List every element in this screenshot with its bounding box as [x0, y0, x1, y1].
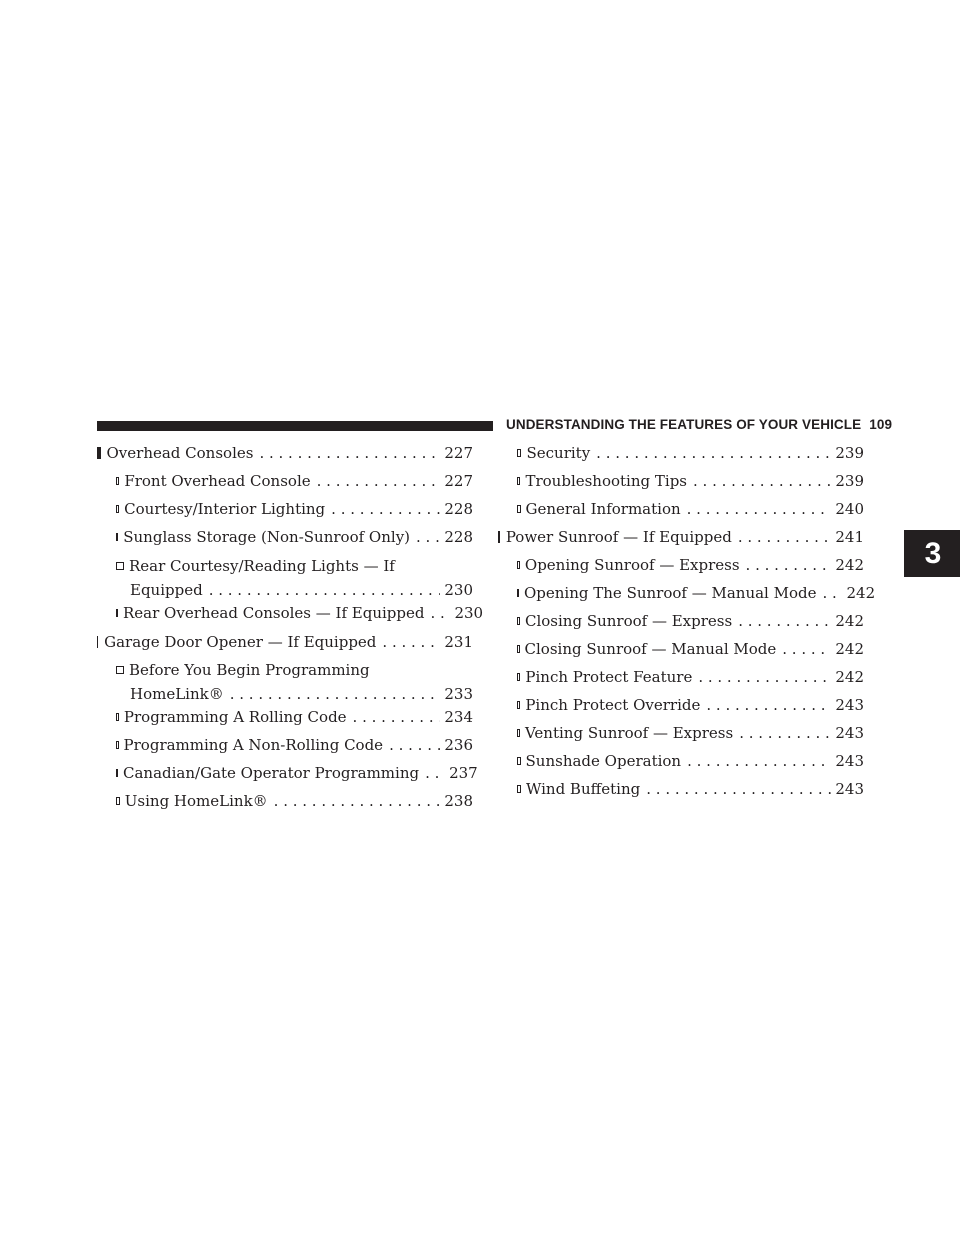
dot-leader [419, 761, 445, 785]
toc-entry-title: Canadian/Gate Operator Programming [123, 764, 420, 782]
toc-entry-row [517, 721, 864, 745]
open-square-bullet-icon [116, 533, 118, 541]
toc-entry-row [517, 441, 864, 465]
toc-entry-row [517, 497, 864, 521]
open-square-bullet-icon [517, 589, 519, 597]
filled-square-bullet-icon [498, 531, 500, 543]
open-square-bullet-icon [517, 561, 520, 569]
dot-leader [311, 469, 441, 493]
open-square-bullet-icon [517, 757, 521, 765]
dot-leader [376, 630, 440, 654]
dot-leader [203, 578, 441, 602]
header-title: UNDERSTANDING THE FEATURES OF YOUR VEHICLE [506, 417, 862, 432]
toc-subsection-entry[interactable] [116, 789, 473, 813]
open-square-bullet-icon [517, 505, 521, 513]
toc-entry-row [116, 469, 473, 493]
toc-entry-page: 228 [444, 528, 473, 546]
toc-subsection-entry[interactable] [517, 665, 864, 689]
toc-entry-title: Rear Courtesy/Reading Lights — If [129, 557, 395, 575]
toc-entry-title: Pinch Protect Override [525, 696, 701, 714]
open-square-bullet-icon [517, 617, 520, 625]
open-square-bullet-icon [517, 701, 520, 709]
toc-entry-page: 243 [835, 752, 864, 770]
dot-leader [383, 733, 440, 757]
toc-entry-title: Programming A Rolling Code [123, 708, 347, 726]
chapter-tab[interactable]: 3 [904, 530, 960, 577]
toc-entry-title: Overhead Consoles [106, 444, 254, 462]
open-square-bullet-icon [116, 477, 119, 485]
dot-leader [692, 665, 831, 689]
toc-entry-title: Equipped [130, 581, 203, 599]
toc-section-entry[interactable] [498, 525, 864, 549]
dot-leader [325, 497, 440, 521]
toc-entry-page: 242 [835, 640, 864, 658]
toc-entry-title: Venting Sunroof — Express [524, 724, 734, 742]
toc-entry-row [517, 553, 864, 577]
toc-subsection-entry[interactable] [517, 581, 876, 605]
toc-entry-title: Security [526, 444, 591, 462]
open-square-bullet-icon [116, 562, 124, 570]
open-square-bullet-icon [116, 769, 118, 777]
open-square-bullet-icon [116, 666, 124, 674]
toc-entry-row [517, 637, 864, 661]
dot-leader [640, 777, 831, 801]
toc-entry-title: Power Sunroof — If Equipped [505, 528, 732, 546]
toc-subsection-entry[interactable] [116, 733, 473, 757]
toc-entry-page: 240 [835, 500, 864, 518]
dot-leader [817, 581, 843, 605]
open-square-bullet-icon [517, 729, 520, 737]
toc-entry-page: 238 [444, 792, 473, 810]
toc-entry-title: Opening Sunroof — Express [524, 556, 740, 574]
open-square-bullet-icon [517, 645, 520, 653]
toc-entry-row [97, 630, 473, 654]
toc-entry-page: 243 [835, 724, 864, 742]
toc-entry-row [116, 601, 484, 625]
dot-leader [224, 682, 441, 706]
open-square-bullet-icon [517, 673, 520, 681]
toc-entry-title-line [116, 658, 473, 682]
dot-leader [268, 789, 441, 813]
toc-entry-row [517, 777, 864, 801]
toc-entry-title: Wind Buffeting [525, 780, 641, 798]
toc-subsection-entry[interactable] [517, 441, 864, 465]
dot-leader [733, 721, 831, 745]
dot-leader [590, 441, 831, 465]
toc-entry-page: 239 [835, 472, 864, 490]
open-square-bullet-icon [116, 609, 118, 617]
toc-subsection-entry[interactable] [116, 525, 473, 549]
toc-entry-row [517, 749, 864, 773]
toc-section-entry[interactable] [97, 441, 473, 465]
dot-leader [700, 693, 831, 717]
toc-subsection-entry[interactable] [517, 749, 864, 773]
toc-subsection-entry[interactable] [517, 721, 864, 745]
toc-subsection-entry[interactable] [517, 777, 864, 801]
toc-subsection-entry[interactable] [116, 601, 484, 625]
toc-entry-title: Sunshade Operation [525, 752, 682, 770]
dot-leader [424, 601, 450, 625]
toc-entry-row [498, 525, 864, 549]
toc-entry-title: Courtesy/Interior Lighting [124, 500, 326, 518]
toc-entry-row [517, 693, 864, 717]
toc-subsection-entry[interactable] [517, 497, 864, 521]
toc-subsection-entry[interactable] [517, 637, 864, 661]
toc-entry-title: Opening The Sunroof — Manual Mode [524, 584, 817, 602]
header-rule [97, 421, 493, 431]
filled-square-bullet-icon [97, 447, 101, 459]
open-square-bullet-icon [116, 797, 120, 805]
toc-entry-row [517, 665, 864, 689]
toc-subsection-entry[interactable] [517, 609, 864, 633]
toc-entry-row [97, 441, 473, 465]
dot-leader [776, 637, 831, 661]
toc-entry-row [116, 761, 478, 785]
toc-entry-row [116, 525, 473, 549]
dot-leader [740, 553, 832, 577]
toc-entry-title: Sunglass Storage (Non-Sunroof Only) [123, 528, 411, 546]
open-square-bullet-icon [116, 741, 119, 749]
toc-entry-row [116, 733, 473, 757]
dot-leader [681, 497, 832, 521]
toc-entry-page: 233 [444, 685, 473, 703]
open-square-bullet-icon [517, 785, 521, 793]
filled-square-bullet-icon [97, 636, 98, 648]
toc-entry-title: General Information [525, 500, 681, 518]
toc-entry-page: 242 [846, 584, 876, 602]
open-square-bullet-icon [116, 505, 119, 513]
toc-entry-page: 243 [835, 696, 864, 714]
toc-entry-title: Troubleshooting Tips [525, 472, 687, 490]
toc-entry-title: Before You Begin Programming [129, 661, 370, 679]
toc-entry-page: 241 [835, 528, 864, 546]
toc-entry-page: 239 [835, 444, 864, 462]
toc-entry-row [116, 578, 473, 602]
toc-entry-page: 227 [444, 444, 473, 462]
toc-subsection-entry[interactable] [116, 761, 478, 785]
open-square-bullet-icon [517, 449, 521, 457]
toc-entry-page: 242 [835, 668, 864, 686]
toc-entry-title: Programming A Non-Rolling Code [123, 736, 384, 754]
toc-entry-row [517, 609, 864, 633]
toc-entry-title-line [116, 554, 473, 578]
toc-entry-page: 230 [444, 581, 473, 599]
toc-section-entry[interactable] [97, 630, 473, 654]
toc-subsection-entry[interactable] [116, 497, 473, 521]
toc-entry-page: 242 [835, 556, 864, 574]
open-square-bullet-icon [517, 477, 520, 485]
toc-entry-row [116, 497, 473, 521]
toc-subsection-entry[interactable] [116, 705, 473, 729]
toc-entry-page: 227 [444, 472, 473, 490]
open-square-bullet-icon [116, 713, 119, 721]
toc-entry-row [116, 705, 473, 729]
toc-entry-title: Using HomeLink® [124, 792, 268, 810]
toc-entry-title: Front Overhead Console [124, 472, 311, 490]
toc-entry-title: Closing Sunroof — Express [524, 612, 733, 630]
toc-entry-page: 230 [454, 604, 484, 622]
toc-entry-title: Pinch Protect Feature [525, 668, 693, 686]
toc-entry-title: Garage Door Opener — If Equipped [104, 633, 377, 651]
toc-subsection-entry[interactable] [116, 658, 473, 706]
toc-entry-title: Rear Overhead Consoles — If Equipped [123, 604, 425, 622]
toc-subsection-entry[interactable] [116, 554, 473, 602]
toc-entry-row [116, 682, 473, 706]
toc-entry-page: 242 [835, 612, 864, 630]
dot-leader [732, 609, 831, 633]
toc-subsection-entry[interactable] [116, 469, 473, 493]
toc-entry-row [517, 469, 864, 493]
dot-leader [347, 705, 441, 729]
dot-leader [732, 525, 832, 549]
toc-entry-page: 234 [444, 708, 473, 726]
dot-leader [687, 469, 831, 493]
toc-entry-page: 231 [444, 633, 473, 651]
dot-leader [253, 441, 440, 465]
running-header [506, 417, 892, 432]
header-page-number: 109 [869, 417, 893, 432]
toc-entry-page: 243 [835, 780, 864, 798]
toc-entry-page: 237 [449, 764, 478, 782]
toc-subsection-entry[interactable] [517, 693, 864, 717]
toc-entry-title: Closing Sunroof — Manual Mode [524, 640, 777, 658]
toc-entry-row [116, 789, 473, 813]
dot-leader [681, 749, 831, 773]
toc-entry-page: 228 [444, 500, 473, 518]
toc-subsection-entry[interactable] [517, 553, 864, 577]
toc-entry-row [517, 581, 876, 605]
dot-leader [410, 525, 440, 549]
toc-subsection-entry[interactable] [517, 469, 864, 493]
toc-entry-title: HomeLink® [130, 685, 224, 703]
toc-entry-page: 236 [444, 736, 473, 754]
